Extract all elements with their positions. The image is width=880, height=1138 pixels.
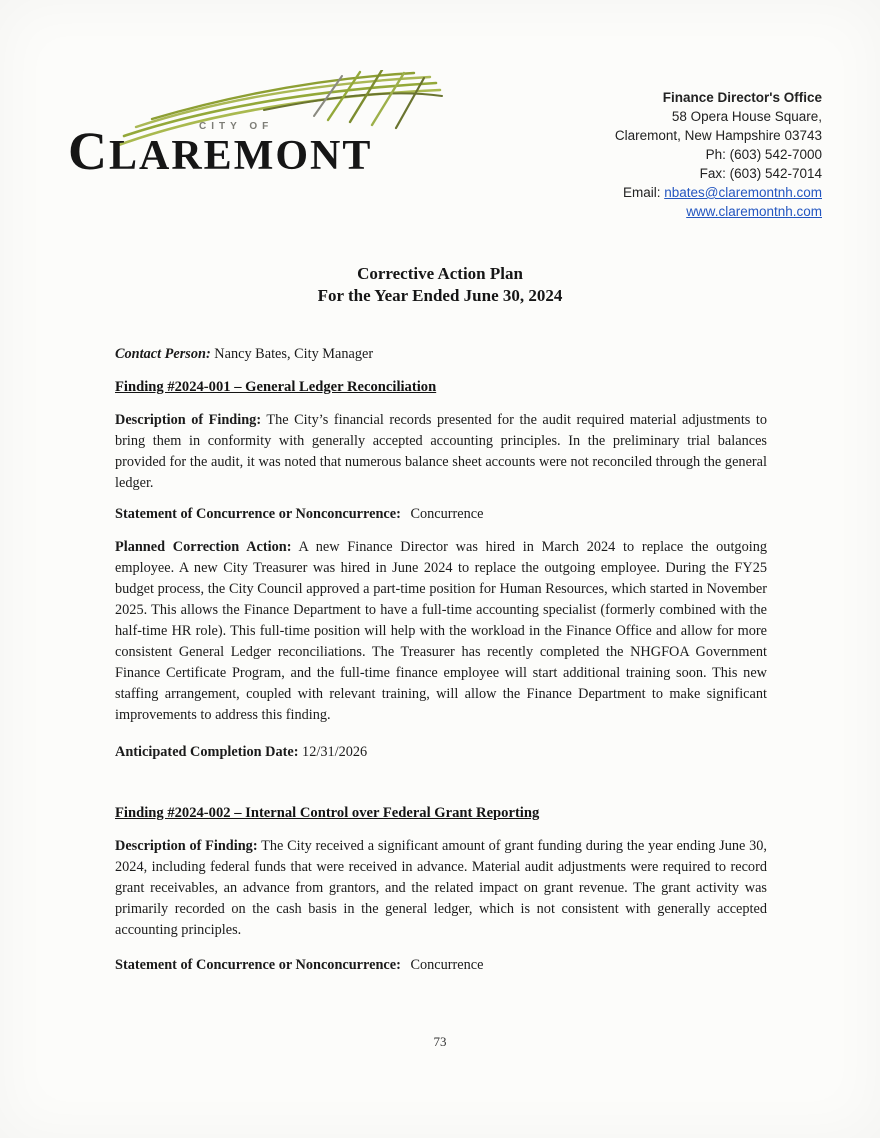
finding-2-description-text: The City received a significant amount of grant funding during the year ending June 30, 2024, including federal funds that were received in advance. Material audit adjustments were required to record grant receivables, an advance from grantors, and the related impact on grant revenue. The grant activity was primarily recorded on the cash basis in the general ledger, which is not consistent with generally accepted accounting principles. <box>115 838 767 938</box>
finding-1-description <box>115 410 767 494</box>
address-line-1: 58 Opera House Square, <box>671 109 822 124</box>
finding-1-action-text: A new Finance Director was hired in March 2024 to replace the outgoing employee. A new City Treasurer was hired in June 2024 to replace the outgoing employee. During the FY25 budget process, the City Council approved a part-time position for Human Resources, which started in November 2025. This allows the Finance Department to have a full-time accounting specialist (formerly combined with the half-time HR role). This full-time position will help with the workload in the Finance Office and allow for more consistent General Ledger reconciliations. The Treasurer has recently completed the NHGFOA Government Finance Certificate Program, and the full-time finance employee will start additional training soon. This new staffing arrangement, coupled with relevant training, will allow the Finance Department to make significant improvements to address this finding. <box>115 539 767 723</box>
finding-1-concurrence-value: Concurrence <box>410 506 484 522</box>
logo-claremont-text: CLAREMONT <box>68 121 373 181</box>
email-line <box>502 183 822 202</box>
finding-1-concurrence-line <box>115 504 767 525</box>
finding-1-description-text: The City’s financial records presented for the audit required material adjustments to bring them in conformity with generally accepted accounting principles. In the preliminary trial balances provided for the audit, it was noted that numerous balance sheet accounts were not reconciled through the general ledger. <box>115 412 768 491</box>
finding-1-action-label: Planned Correction Action: <box>115 539 292 555</box>
finding-2-concurrence-label: Statement of Concurrence or Nonconcurrence: <box>115 957 401 973</box>
phone-line: Ph: (603) 542-7000 <box>705 147 822 162</box>
email-link[interactable]: nbates@claremontnh.com <box>664 185 822 200</box>
website-line <box>502 202 822 221</box>
finding-2-description <box>115 836 767 941</box>
contact-person-value: Nancy Bates, City Manager <box>214 346 374 362</box>
website-link[interactable]: www.claremontnh.com <box>686 204 822 219</box>
fax-line: Fax: (603) 542-7014 <box>699 166 822 181</box>
finding-2-concurrence-value: Concurrence <box>410 957 484 973</box>
office-name: Finance Director's Office <box>662 90 822 105</box>
finding-1-concurrence-label: Statement of Concurrence or Nonconcurrence: <box>115 506 401 522</box>
address-line-2: Claremont, New Hampshire 03743 <box>614 128 822 143</box>
title-line-1: Corrective Action Plan <box>357 264 523 283</box>
document-body <box>115 344 767 976</box>
finding-1-completion-line <box>115 742 767 763</box>
header-contact-block <box>502 88 822 221</box>
finding-1-completion-label: Anticipated Completion Date: <box>115 744 299 760</box>
finding-1-action <box>115 537 767 726</box>
document-title <box>0 263 880 307</box>
finding-2-concurrence-line <box>115 955 767 976</box>
city-logo <box>66 70 476 192</box>
finding-2-heading: Finding #2024-002 – Internal Control over Federal Grant Reporting <box>115 805 540 821</box>
contact-person-label: Contact Person: <box>115 346 211 362</box>
email-label: Email: <box>622 185 661 200</box>
title-line-2: For the Year Ended June 30, 2024 <box>317 286 563 305</box>
finding-1-description-label: Description of Finding: <box>115 412 262 428</box>
finding-2-description-label: Description of Finding: <box>115 838 258 854</box>
finding-1-completion-value: 12/31/2026 <box>302 744 368 760</box>
finding-1-heading: Finding #2024-001 – General Ledger Reconciliation <box>115 379 437 395</box>
contact-person-line <box>115 344 767 365</box>
logo-city-of-text: CITY OF <box>199 121 274 132</box>
page-number: 73 <box>433 1034 447 1049</box>
